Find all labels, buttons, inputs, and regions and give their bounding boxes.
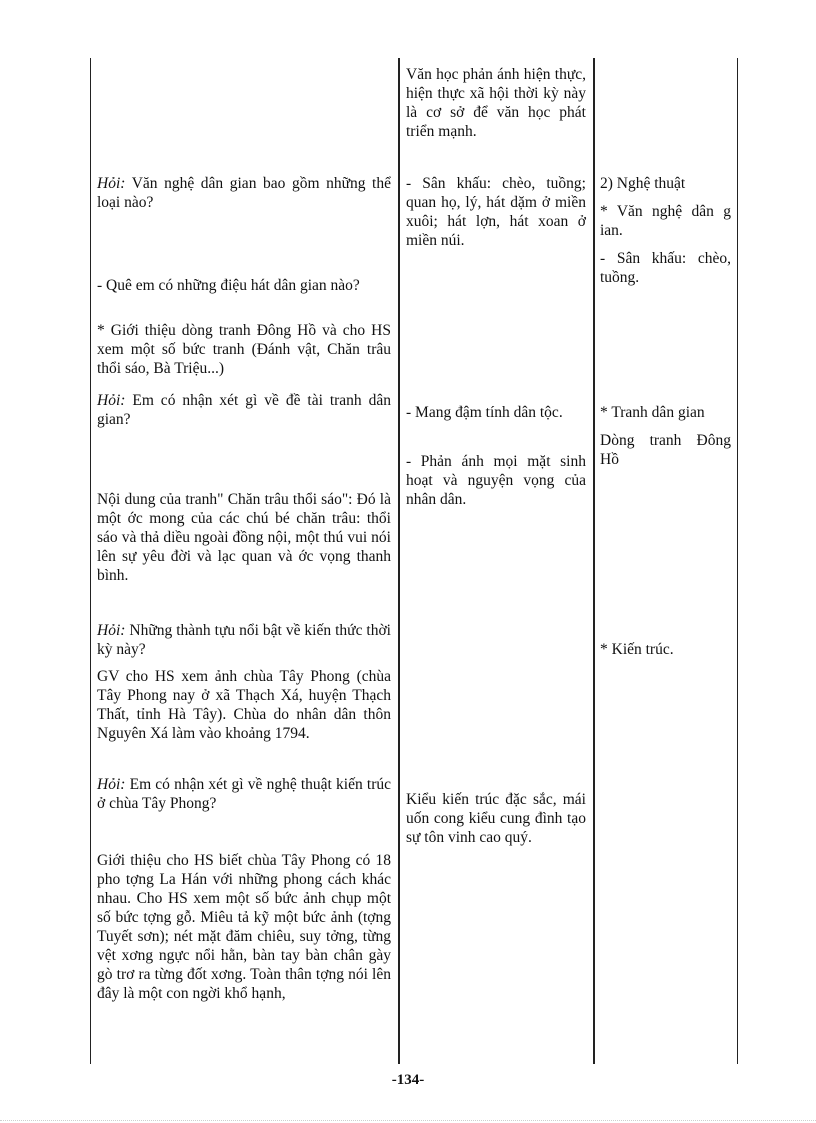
question-label: Hỏi: — [97, 175, 126, 192]
theater-text: - Sân khấu: chèo, tuồng; quan họ, lý, hát dặm ở miền xuôi; hát lợn, hát xoan ở miền núi. — [406, 175, 586, 249]
tay-phong-intro: GV cho HS xem ảnh chùa Tây Phong (chùa Tây Phong nay ở xã Thạch Xá, huyện Thạch Thất, tỉnh Hà Tây). Chùa do nhân dân thôn Nguyên Xá làm vào khoảng 1794. — [97, 668, 391, 742]
statues-description: Giới thiệu cho HS biết chùa Tây Phong có 18 pho tợng La Hán với những phong cách khác nhau. Cho HS xem một số bức ảnh chụp một số bức tợng gỗ. Miêu tả kỹ một bức ảnh (tợng Tuyết sơn); nét mặt đăm chiêu, suy tởng, từng vệt xơng ngực nổi hằn, bàn tay bàn chân gày gò trơ ra từng đốt xơng. Toàn thân tợng nói lên đây là một con ngời khổ hạnh, — [97, 852, 391, 1002]
intro-dong-ho-paintings: * Giới thiệu dòng tranh Đông Hồ và cho HS xem một số bức tranh (Đánh vật, Chăn trâu thổi sáo, Bà Triệu...) — [97, 322, 391, 377]
table-border-left — [90, 58, 91, 1064]
question-painting-theme: Hỏi: Em có nhận xét gì về đề tài tranh dân gian? — [97, 392, 391, 428]
table-border-col1 — [398, 58, 400, 1064]
reflects-life-text: - Phản ánh mọi mặt sinh hoạt và nguyện vọng của nhân dân. — [406, 453, 586, 508]
question-architecture: Hỏi: Em có nhận xét gì về nghệ thuật kiến trúc ở chùa Tây Phong? — [97, 776, 391, 812]
question-label: Hỏi: — [97, 392, 126, 409]
question-folk-arts: Hỏi: Văn nghệ dân gian bao gồm những thể loại nào? — [97, 175, 391, 211]
section-arts-heading: 2) Nghệ thuật — [600, 175, 686, 192]
folk-painting-item: * Tranh dân gian — [600, 404, 705, 421]
table-border-right — [737, 58, 738, 1064]
architecture-item: * Kiến trúc. — [600, 641, 674, 658]
painting-content-text: Nội dung của tranh" Chăn trâu thổi sáo": Đó là một ớc mong của các chú bé chăn trâu: thổi sáo và thả diều ngoài đồng nội, một thú vui nói lên sự yêu đời và lạc quan và ớc vọng thanh bình. — [97, 491, 391, 584]
question-achievements: Hỏi: Những thành tựu nổi bật về kiến thức thời kỳ này? — [97, 622, 391, 658]
question-label: Hỏi: — [97, 622, 126, 639]
folk-arts-item: * Văn nghệ dân g ian. — [600, 203, 731, 239]
national-character-text: - Mang đậm tính dân tộc. — [406, 404, 563, 421]
question-local-songs: - Quê em có những điệu hát dân gian nào? — [97, 277, 360, 294]
literature-text: Văn học phản ánh hiện thực, hiện thực xã hội thời kỳ này là cơ sở để văn học phát triển mạnh. — [406, 66, 586, 140]
question-label: Hỏi: — [97, 776, 126, 793]
theater-item: - Sân khấu: chèo, tuồng. — [600, 250, 731, 286]
architecture-style-text: Kiểu kiến trúc đặc sắc, mái uốn cong kiểu cung đình tạo sự tôn vinh cao quý. — [406, 791, 586, 846]
page-number: -134- — [391, 1072, 425, 1088]
page-bottom-divider — [0, 1120, 816, 1121]
dong-ho-item: Dòng tranh Đông Hồ — [600, 432, 731, 468]
table-border-col2 — [593, 58, 595, 1064]
